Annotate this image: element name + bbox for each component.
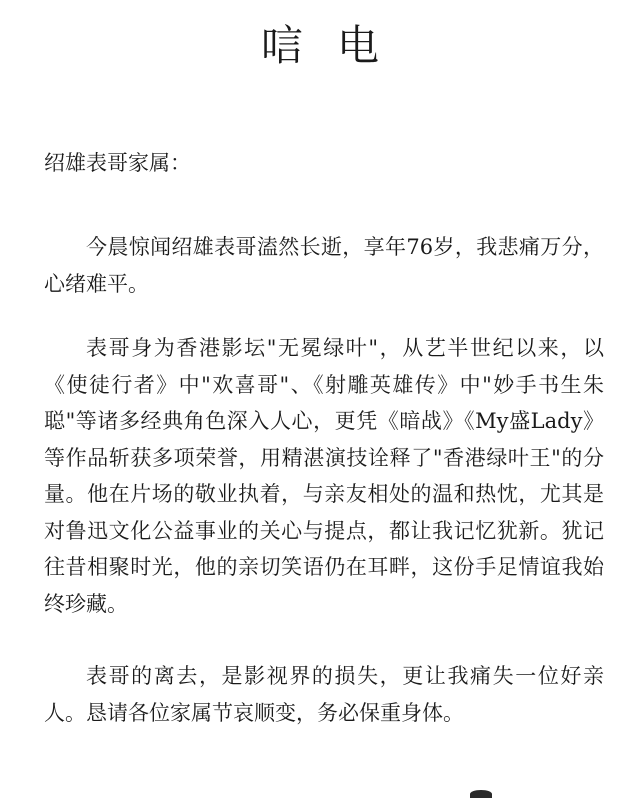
- letter-paragraph-2: 表哥身为香港影坛"无冕绿叶"，从艺半世纪以来，以《使徒行者》中"欢喜哥"、《射雕英雄传》中"妙手书生朱聪"等诸多经典角色深入人心，更凭《暗战》《My盛Lady》等作品斩获多项荣誉，用精湛演技诠释了"香港绿叶王"的分量。他在片场的敬业执着，与亲友相处的温和热忱，尤其是对鲁迅文化公益事业的关心与提点，都让我记忆犹新。犹记往昔相聚时光，他的亲切笑语仍在耳畔，这份手足情谊我始终珍藏。: [44, 336, 604, 616]
- letter-paragraph-3: 表哥的离去，是影视界的损失，更让我痛失一位好亲人。恳请各位家属节哀顺变，务必保重身体。: [44, 664, 604, 725]
- scan-artifact-mark: [470, 790, 492, 798]
- letter-salutation: 绍雄表哥家属：: [44, 151, 191, 175]
- letter-paragraph-1: 今晨惊闻绍雄表哥溘然长逝，享年76岁，我悲痛万分，心绪难平。: [44, 235, 604, 296]
- letter-title: 唁电: [260, 21, 413, 70]
